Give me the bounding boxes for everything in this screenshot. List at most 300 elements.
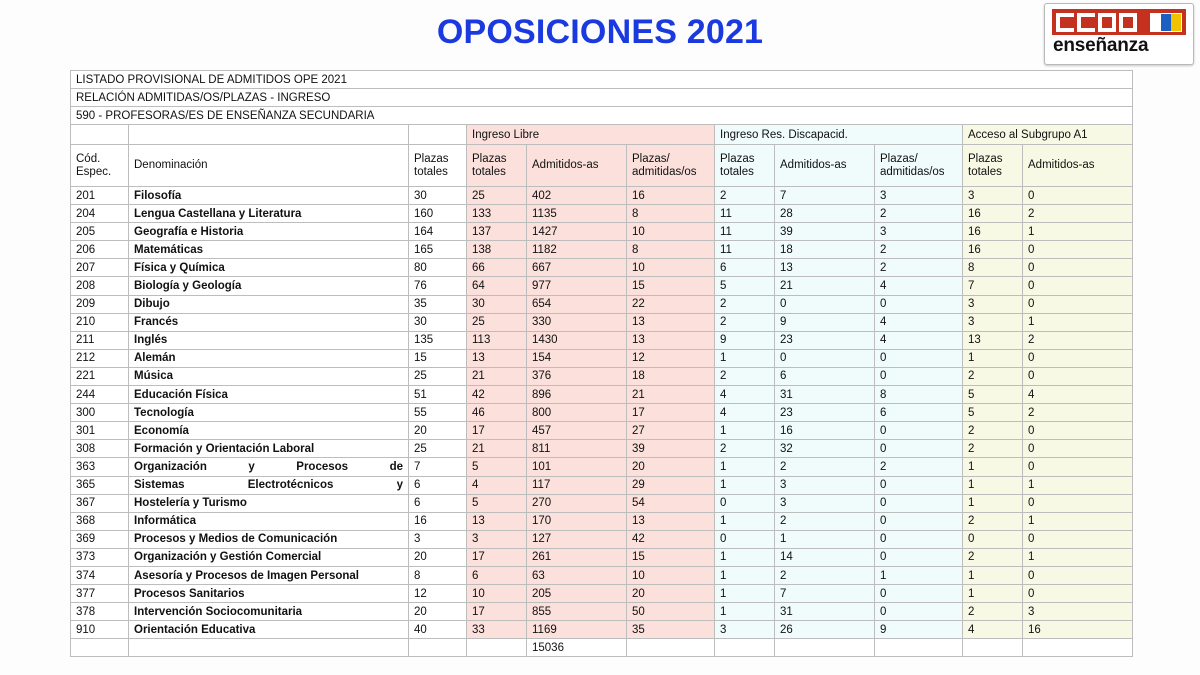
cell-discap-plazas-totales: 2 xyxy=(715,187,775,205)
cell-cod: 204 xyxy=(71,205,129,223)
cell-a1-plazas-totales: 3 xyxy=(963,295,1023,313)
cell-cod: 363 xyxy=(71,458,129,476)
col-header-libre-admitidos: Admitidos-as xyxy=(527,145,627,187)
cell-libre-admitidos: 896 xyxy=(527,386,627,404)
cell-cod: 369 xyxy=(71,530,129,548)
cell-libre-plazas-totales: 30 xyxy=(467,295,527,313)
cell-a1-plazas-totales: 1 xyxy=(963,476,1023,494)
cell-cod: 377 xyxy=(71,585,129,603)
cell-libre-admitidos: 127 xyxy=(527,530,627,548)
cell-libre-plazas-totales: 46 xyxy=(467,404,527,422)
cell-libre-plazas-totales: 5 xyxy=(467,494,527,512)
cell-libre-plazas-totales: 137 xyxy=(467,223,527,241)
cell-denominacion: Inglés xyxy=(129,331,409,349)
cell-discap-admitidos: 21 xyxy=(775,277,875,295)
cell-libre-admitidos: 101 xyxy=(527,458,627,476)
cell-discap-ratio: 2 xyxy=(875,259,963,277)
cell-a1-admitidos: 1 xyxy=(1023,223,1133,241)
cell-a1-admitidos: 2 xyxy=(1023,331,1133,349)
cell-libre-plazas-totales: 21 xyxy=(467,440,527,458)
col-header-pt-l2: totales xyxy=(414,165,448,178)
cell-libre-admitidos: 1169 xyxy=(527,621,627,639)
cell-discap-ratio: 0 xyxy=(875,548,963,566)
cell-libre-admitidos: 855 xyxy=(527,603,627,621)
cell-libre-ratio: 39 xyxy=(627,440,715,458)
cell-libre-plazas-totales: 25 xyxy=(467,187,527,205)
cell-discap-plazas-totales: 6 xyxy=(715,259,775,277)
cell-denominacion: Filosofía xyxy=(129,187,409,205)
table-row xyxy=(71,603,1133,621)
cell-cod: 206 xyxy=(71,241,129,259)
cell-discap-plazas-totales: 2 xyxy=(715,295,775,313)
cell-denominacion: Geografía e Historia xyxy=(129,223,409,241)
cell-libre-plazas-totales: 64 xyxy=(467,277,527,295)
cell-a1-admitidos: 0 xyxy=(1023,585,1133,603)
cell-denominacion: Informática xyxy=(129,512,409,530)
table-row xyxy=(71,476,1133,494)
col-header-lib-pt-l1: Plazas xyxy=(472,152,507,165)
footer-blank-a1-adm xyxy=(1023,639,1133,657)
table-row xyxy=(71,205,1133,223)
cell-plazas-totales: 40 xyxy=(409,621,467,639)
cell-discap-admitidos: 26 xyxy=(775,621,875,639)
cell-discap-plazas-totales: 1 xyxy=(715,458,775,476)
cell-a1-admitidos: 0 xyxy=(1023,277,1133,295)
cell-cod: 205 xyxy=(71,223,129,241)
cell-libre-admitidos: 457 xyxy=(527,422,627,440)
admitted-listing-table xyxy=(70,70,1133,657)
cell-discap-ratio: 4 xyxy=(875,277,963,295)
cell-a1-plazas-totales: 1 xyxy=(963,349,1023,367)
cell-discap-plazas-totales: 1 xyxy=(715,349,775,367)
cell-cod: 373 xyxy=(71,548,129,566)
cell-cod: 244 xyxy=(71,386,129,404)
cell-denominacion: Dibujo xyxy=(129,295,409,313)
col-header-a1-admitidos: Admitidos-as xyxy=(1023,145,1133,187)
cell-libre-ratio: 12 xyxy=(627,349,715,367)
table-row xyxy=(71,440,1133,458)
cell-plazas-totales: 165 xyxy=(409,241,467,259)
cell-discap-admitidos: 0 xyxy=(775,295,875,313)
cell-libre-ratio: 29 xyxy=(627,476,715,494)
page-header xyxy=(0,0,1200,68)
cell-discap-admitidos: 23 xyxy=(775,404,875,422)
cell-libre-ratio: 8 xyxy=(627,241,715,259)
cell-discap-plazas-totales: 2 xyxy=(715,313,775,331)
cell-cod: 207 xyxy=(71,259,129,277)
cell-libre-ratio: 13 xyxy=(627,331,715,349)
cell-discap-ratio: 0 xyxy=(875,494,963,512)
cell-discap-ratio: 0 xyxy=(875,585,963,603)
cell-plazas-totales: 160 xyxy=(409,205,467,223)
cell-discap-ratio: 0 xyxy=(875,440,963,458)
cell-libre-ratio: 50 xyxy=(627,603,715,621)
cell-libre-ratio: 35 xyxy=(627,621,715,639)
cell-libre-plazas-totales: 13 xyxy=(467,349,527,367)
table-row xyxy=(71,512,1133,530)
cell-libre-admitidos: 205 xyxy=(527,585,627,603)
cell-a1-admitidos: 0 xyxy=(1023,422,1133,440)
cell-a1-plazas-totales: 1 xyxy=(963,458,1023,476)
cell-a1-admitidos: 2 xyxy=(1023,404,1133,422)
cell-discap-plazas-totales: 1 xyxy=(715,512,775,530)
col-header-cod-l1: Cód. xyxy=(76,152,101,165)
cell-discap-admitidos: 2 xyxy=(775,458,875,476)
cell-discap-ratio: 3 xyxy=(875,187,963,205)
cell-libre-admitidos: 800 xyxy=(527,404,627,422)
cell-libre-admitidos: 654 xyxy=(527,295,627,313)
group-blank-den xyxy=(129,125,409,145)
col-header-discap-admitidos: Admitidos-as xyxy=(775,145,875,187)
cell-libre-ratio: 42 xyxy=(627,530,715,548)
group-ingreso-discapacidad: Ingreso Res. Discapacid. xyxy=(715,125,963,145)
cell-discap-ratio: 3 xyxy=(875,223,963,241)
cell-plazas-totales: 25 xyxy=(409,367,467,385)
cell-denominacion: Procesos y Medios de Comunicación xyxy=(129,530,409,548)
footer-blank-a1-pt xyxy=(963,639,1023,657)
cell-libre-admitidos: 330 xyxy=(527,313,627,331)
cell-libre-ratio: 18 xyxy=(627,367,715,385)
table-footer-row xyxy=(71,639,1133,657)
cell-discap-admitidos: 18 xyxy=(775,241,875,259)
col-header-discap-plazas-totales xyxy=(715,145,775,187)
cell-libre-plazas-totales: 42 xyxy=(467,386,527,404)
cell-a1-plazas-totales: 2 xyxy=(963,440,1023,458)
cell-a1-plazas-totales: 2 xyxy=(963,422,1023,440)
cell-libre-admitidos: 170 xyxy=(527,512,627,530)
cell-libre-admitidos: 1427 xyxy=(527,223,627,241)
col-header-denominacion: Denominación xyxy=(129,145,409,187)
cell-denominacion: Matemáticas xyxy=(129,241,409,259)
cell-plazas-totales: 164 xyxy=(409,223,467,241)
cell-a1-admitidos: 0 xyxy=(1023,295,1133,313)
col-header-a1-plazas-totales xyxy=(963,145,1023,187)
cell-libre-ratio: 20 xyxy=(627,458,715,476)
cell-discap-plazas-totales: 1 xyxy=(715,476,775,494)
table-row xyxy=(71,494,1133,512)
cell-discap-plazas-totales: 11 xyxy=(715,223,775,241)
canarias-flag-icon xyxy=(1150,13,1182,32)
cell-denominacion: Intervención Sociocomunitaria xyxy=(129,603,409,621)
cell-discap-admitidos: 7 xyxy=(775,585,875,603)
cell-discap-ratio: 4 xyxy=(875,331,963,349)
col-header-discap-ratio xyxy=(875,145,963,187)
cell-cod: 368 xyxy=(71,512,129,530)
cell-plazas-totales: 20 xyxy=(409,603,467,621)
cell-cod: 221 xyxy=(71,367,129,385)
cell-a1-plazas-totales: 5 xyxy=(963,386,1023,404)
cell-libre-plazas-totales: 6 xyxy=(467,566,527,584)
cell-discap-plazas-totales: 9 xyxy=(715,331,775,349)
doc-title-line1: LISTADO PROVISIONAL DE ADMITIDOS OPE 2021 xyxy=(71,71,1133,89)
cell-cod: 378 xyxy=(71,603,129,621)
cell-discap-ratio: 4 xyxy=(875,313,963,331)
cell-discap-plazas-totales: 0 xyxy=(715,530,775,548)
cell-discap-admitidos: 39 xyxy=(775,223,875,241)
cell-denominacion: Asesoría y Procesos de Imagen Personal xyxy=(129,566,409,584)
cell-a1-admitidos: 1 xyxy=(1023,512,1133,530)
table-row xyxy=(71,367,1133,385)
col-header-dis-pt-l2: totales xyxy=(720,165,754,178)
cell-a1-admitidos: 4 xyxy=(1023,386,1133,404)
cell-a1-admitidos: 0 xyxy=(1023,566,1133,584)
cell-discap-plazas-totales: 1 xyxy=(715,603,775,621)
cell-discap-admitidos: 28 xyxy=(775,205,875,223)
cell-libre-ratio: 17 xyxy=(627,404,715,422)
cell-denominacion: Biología y Geología xyxy=(129,277,409,295)
cell-a1-admitidos: 2 xyxy=(1023,205,1133,223)
cell-libre-admitidos: 270 xyxy=(527,494,627,512)
table-row xyxy=(71,349,1133,367)
group-ingreso-libre: Ingreso Libre xyxy=(467,125,715,145)
cell-cod: 365 xyxy=(71,476,129,494)
cell-cod: 374 xyxy=(71,566,129,584)
cell-cod: 300 xyxy=(71,404,129,422)
cell-a1-plazas-totales: 2 xyxy=(963,367,1023,385)
cell-libre-admitidos: 977 xyxy=(527,277,627,295)
cell-libre-ratio: 21 xyxy=(627,386,715,404)
cell-libre-plazas-totales: 17 xyxy=(467,422,527,440)
cell-denominacion: Lengua Castellana y Literatura xyxy=(129,205,409,223)
cell-discap-ratio: 0 xyxy=(875,349,963,367)
footer-blank-den xyxy=(129,639,409,657)
listing-table-container xyxy=(70,70,1132,657)
cell-discap-admitidos: 1 xyxy=(775,530,875,548)
cell-discap-ratio: 8 xyxy=(875,386,963,404)
cell-a1-admitidos: 3 xyxy=(1023,603,1133,621)
doc-title-row-3 xyxy=(71,107,1133,125)
cell-cod: 910 xyxy=(71,621,129,639)
cell-discap-admitidos: 7 xyxy=(775,187,875,205)
cell-libre-ratio: 22 xyxy=(627,295,715,313)
table-row xyxy=(71,295,1133,313)
cell-plazas-totales: 7 xyxy=(409,458,467,476)
cell-denominacion: Francés xyxy=(129,313,409,331)
cell-plazas-totales: 6 xyxy=(409,494,467,512)
col-header-lib-ratio-l2: admitidas/os xyxy=(632,165,697,178)
cell-plazas-totales: 16 xyxy=(409,512,467,530)
doc-title-line3: 590 - PROFESORAS/ES DE ENSEÑANZA SECUNDARIA xyxy=(71,107,1133,125)
cell-plazas-totales: 30 xyxy=(409,313,467,331)
cell-libre-ratio: 10 xyxy=(627,566,715,584)
cell-libre-plazas-totales: 33 xyxy=(467,621,527,639)
table-row xyxy=(71,548,1133,566)
doc-title-line2: RELACIÓN ADMITIDAS/OS/PLAZAS - INGRESO xyxy=(71,89,1133,107)
cell-a1-admitidos: 0 xyxy=(1023,367,1133,385)
group-blank-plazas xyxy=(409,125,467,145)
cell-a1-admitidos: 0 xyxy=(1023,187,1133,205)
cell-libre-admitidos: 1182 xyxy=(527,241,627,259)
cell-a1-plazas-totales: 16 xyxy=(963,205,1023,223)
cell-libre-ratio: 16 xyxy=(627,187,715,205)
table-row xyxy=(71,422,1133,440)
cell-discap-admitidos: 13 xyxy=(775,259,875,277)
cell-libre-plazas-totales: 5 xyxy=(467,458,527,476)
cell-libre-plazas-totales: 13 xyxy=(467,512,527,530)
cell-a1-admitidos: 1 xyxy=(1023,476,1133,494)
page-title: OPOSICIONES 2021 xyxy=(436,13,764,51)
cell-libre-admitidos: 667 xyxy=(527,259,627,277)
cell-libre-plazas-totales: 10 xyxy=(467,585,527,603)
cell-discap-admitidos: 6 xyxy=(775,367,875,385)
cell-plazas-totales: 3 xyxy=(409,530,467,548)
col-header-a1-pt-l2: totales xyxy=(968,165,1002,178)
cell-denominacion: Economía xyxy=(129,422,409,440)
cell-a1-plazas-totales: 2 xyxy=(963,603,1023,621)
col-header-lib-pt-l2: totales xyxy=(472,165,506,178)
cell-plazas-totales: 20 xyxy=(409,548,467,566)
cell-libre-ratio: 27 xyxy=(627,422,715,440)
col-header-cod xyxy=(71,145,129,187)
cell-cod: 212 xyxy=(71,349,129,367)
cell-libre-ratio: 10 xyxy=(627,223,715,241)
cell-a1-plazas-totales: 2 xyxy=(963,512,1023,530)
cell-discap-plazas-totales: 11 xyxy=(715,205,775,223)
cell-cod: 201 xyxy=(71,187,129,205)
cell-plazas-totales: 8 xyxy=(409,566,467,584)
cell-plazas-totales: 135 xyxy=(409,331,467,349)
cell-denominacion: Organización y Gestión Comercial xyxy=(129,548,409,566)
cell-a1-admitidos: 0 xyxy=(1023,440,1133,458)
cell-libre-admitidos: 154 xyxy=(527,349,627,367)
cell-cod: 211 xyxy=(71,331,129,349)
table-row xyxy=(71,585,1133,603)
cell-a1-plazas-totales: 1 xyxy=(963,585,1023,603)
cell-a1-plazas-totales: 3 xyxy=(963,313,1023,331)
cell-denominacion: Física y Química xyxy=(129,259,409,277)
col-header-a1-pt-l1: Plazas xyxy=(968,152,1003,165)
cell-denominacion: Música xyxy=(129,367,409,385)
table-row xyxy=(71,331,1133,349)
cell-libre-plazas-totales: 25 xyxy=(467,313,527,331)
cell-discap-ratio: 0 xyxy=(875,476,963,494)
cell-discap-plazas-totales: 4 xyxy=(715,386,775,404)
cell-denominacion: Tecnología xyxy=(129,404,409,422)
cell-denominacion: Orientación Educativa xyxy=(129,621,409,639)
cell-a1-admitidos: 0 xyxy=(1023,494,1133,512)
cell-discap-plazas-totales: 1 xyxy=(715,585,775,603)
table-row xyxy=(71,313,1133,331)
cell-libre-ratio: 13 xyxy=(627,512,715,530)
cell-plazas-totales: 51 xyxy=(409,386,467,404)
cell-plazas-totales: 20 xyxy=(409,422,467,440)
cell-discap-plazas-totales: 4 xyxy=(715,404,775,422)
col-header-dis-pt-l1: Plazas xyxy=(720,152,755,165)
cell-libre-ratio: 20 xyxy=(627,585,715,603)
cell-discap-admitidos: 2 xyxy=(775,566,875,584)
cell-denominacion: Hostelería y Turismo xyxy=(129,494,409,512)
cell-a1-plazas-totales: 0 xyxy=(963,530,1023,548)
cell-libre-plazas-totales: 133 xyxy=(467,205,527,223)
cell-libre-admitidos: 63 xyxy=(527,566,627,584)
cell-libre-admitidos: 117 xyxy=(527,476,627,494)
cell-a1-admitidos: 0 xyxy=(1023,241,1133,259)
cell-a1-plazas-totales: 16 xyxy=(963,223,1023,241)
cell-a1-admitidos: 1 xyxy=(1023,548,1133,566)
cell-discap-ratio: 0 xyxy=(875,603,963,621)
cell-discap-ratio: 2 xyxy=(875,458,963,476)
cell-a1-plazas-totales: 16 xyxy=(963,241,1023,259)
col-header-libre-plazas-totales xyxy=(467,145,527,187)
cell-discap-ratio: 0 xyxy=(875,422,963,440)
cell-plazas-totales: 30 xyxy=(409,187,467,205)
cell-libre-admitidos: 1430 xyxy=(527,331,627,349)
table-row xyxy=(71,386,1133,404)
cell-discap-ratio: 6 xyxy=(875,404,963,422)
cell-cod: 209 xyxy=(71,295,129,313)
col-header-pt-l1: Plazas xyxy=(414,152,449,165)
cell-libre-plazas-totales: 17 xyxy=(467,603,527,621)
cell-discap-ratio: 0 xyxy=(875,530,963,548)
cell-discap-admitidos: 23 xyxy=(775,331,875,349)
cell-discap-plazas-totales: 2 xyxy=(715,440,775,458)
group-blank-cod xyxy=(71,125,129,145)
footer-blank-dis-ratio xyxy=(875,639,963,657)
cell-libre-ratio: 15 xyxy=(627,548,715,566)
cell-a1-plazas-totales: 13 xyxy=(963,331,1023,349)
cell-denominacion: Formación y Orientación Laboral xyxy=(129,440,409,458)
footer-blank-libre-ratio xyxy=(627,639,715,657)
cell-libre-ratio: 15 xyxy=(627,277,715,295)
cell-libre-plazas-totales: 4 xyxy=(467,476,527,494)
cell-a1-admitidos: 0 xyxy=(1023,349,1133,367)
table-row xyxy=(71,404,1133,422)
cell-discap-admitidos: 3 xyxy=(775,476,875,494)
col-header-dis-ratio-l1: Plazas/ xyxy=(880,152,918,165)
cell-a1-plazas-totales: 2 xyxy=(963,548,1023,566)
cell-libre-plazas-totales: 66 xyxy=(467,259,527,277)
cell-cod: 210 xyxy=(71,313,129,331)
doc-title-row-2 xyxy=(71,89,1133,107)
footer-total-admitidos-libre: 15036 xyxy=(527,639,627,657)
cell-cod: 208 xyxy=(71,277,129,295)
table-row xyxy=(71,621,1133,639)
cell-discap-ratio: 0 xyxy=(875,512,963,530)
footer-blank-cod xyxy=(71,639,129,657)
table-row xyxy=(71,277,1133,295)
cell-libre-admitidos: 1135 xyxy=(527,205,627,223)
cell-libre-plazas-totales: 138 xyxy=(467,241,527,259)
cell-libre-plazas-totales: 3 xyxy=(467,530,527,548)
cell-denominacion: Educación Física xyxy=(129,386,409,404)
cell-a1-plazas-totales: 7 xyxy=(963,277,1023,295)
table-row xyxy=(71,566,1133,584)
cell-libre-plazas-totales: 17 xyxy=(467,548,527,566)
cell-plazas-totales: 15 xyxy=(409,349,467,367)
cell-libre-admitidos: 376 xyxy=(527,367,627,385)
cell-a1-admitidos: 1 xyxy=(1023,313,1133,331)
cell-libre-ratio: 10 xyxy=(627,259,715,277)
cell-cod: 308 xyxy=(71,440,129,458)
ccoo-logo-banner xyxy=(1052,9,1186,35)
table-row xyxy=(71,259,1133,277)
table-row xyxy=(71,187,1133,205)
cell-discap-ratio: 9 xyxy=(875,621,963,639)
cell-libre-ratio: 13 xyxy=(627,313,715,331)
cell-a1-plazas-totales: 3 xyxy=(963,187,1023,205)
cell-discap-admitidos: 16 xyxy=(775,422,875,440)
cell-discap-plazas-totales: 2 xyxy=(715,367,775,385)
cell-plazas-totales: 25 xyxy=(409,440,467,458)
cell-plazas-totales: 35 xyxy=(409,295,467,313)
cell-plazas-totales: 76 xyxy=(409,277,467,295)
cell-discap-plazas-totales: 1 xyxy=(715,422,775,440)
cell-discap-admitidos: 9 xyxy=(775,313,875,331)
cell-cod: 301 xyxy=(71,422,129,440)
column-header-row xyxy=(71,145,1133,187)
col-header-plazas-totales-global xyxy=(409,145,467,187)
footer-blank-dis-pt xyxy=(715,639,775,657)
